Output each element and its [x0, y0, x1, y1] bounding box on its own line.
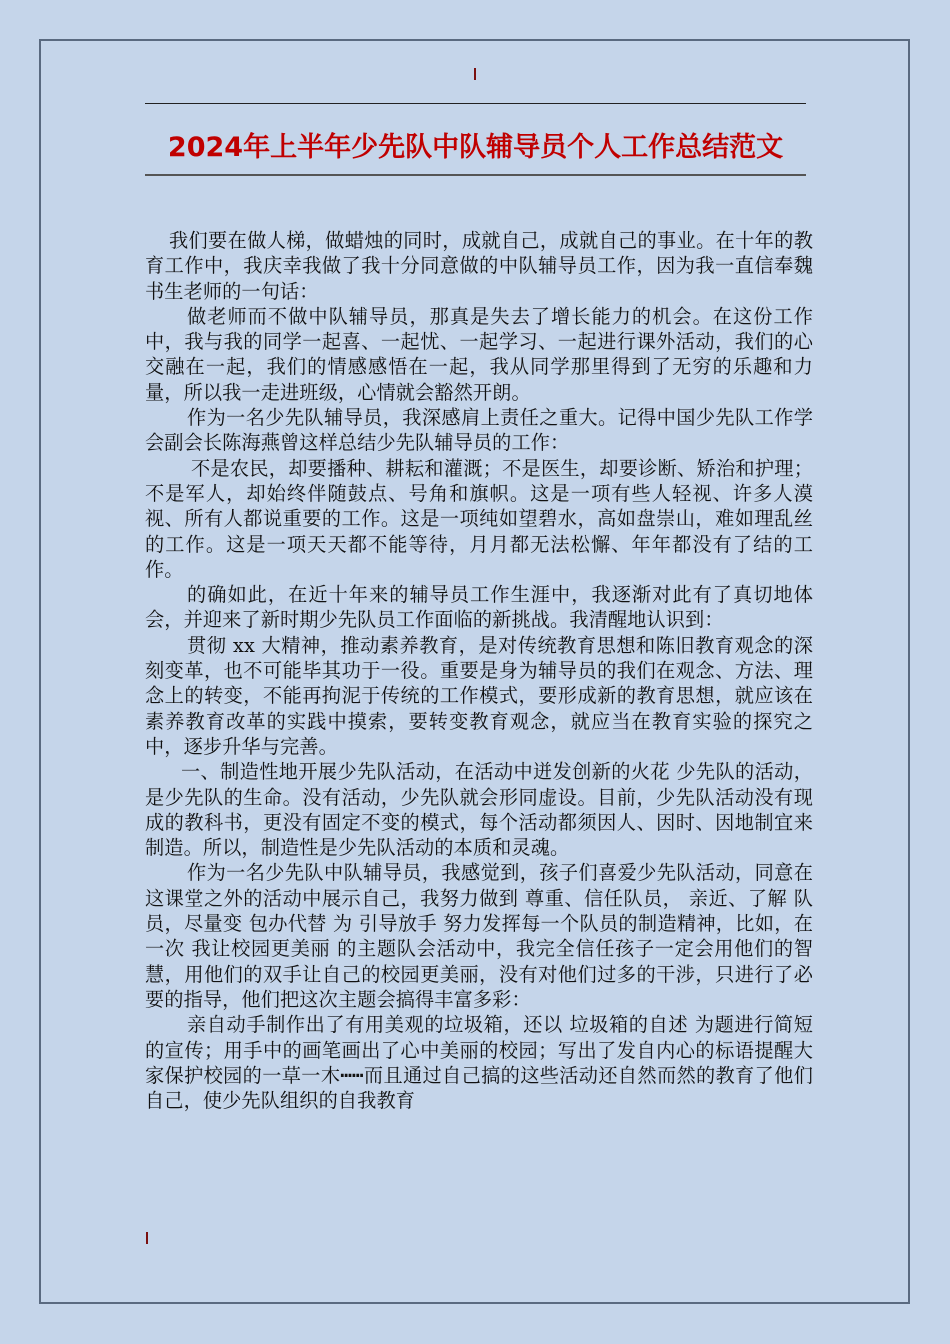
paragraph: 做老师而不做中队辅导员，那真是失去了增长能力的机会。在这份工作中，我与我的同学一起喜、一起忧、一起学习、一起进行课外活动，我们的心交融在一起，我们的情感感悟在一起，我从同学那里得到了无穷的乐趣和力量，所以我一走进班级，心情就会豁然开朗。 [145, 304, 813, 404]
paragraph: 作为一名少先队中队辅导员，我感觉到，孩子们喜爱少先队活动，同意在这课堂之外的活动中展示自己，我努力做到 尊重、信任队员， 亲近、了解 队员，尽量变 包办代替 为 引导放手 努力发挥每一个队员的制造精神，比如，在一次 我让校园更美丽 的主题队会活动中，我完全信任孩子一定会用他们的智慧，用他们的双手让自己的校园更美丽，没有对他们过多的干涉，只进行了必要的指导，他们把这次主题会搞得丰富多彩： [145, 861, 813, 1011]
document-body [145, 228, 813, 1113]
paragraph: 的确如此，在近十年来的辅导员工作生涯中，我逐渐对此有了真切地体会，并迎来了新时期少先队员工作面临的新挑战。我清醒地认识到： [145, 583, 813, 632]
paragraph: 不是农民，却要播种、耕耘和灌溉；不是医生，却要诊断、矫治和护理；不是军人，却始终伴随鼓点、号角和旗帜。这是一项有些人轻视、许多人漠视、所有人都说重要的工作。这是一项纯如望碧水，高如盘崇山，难如理乱丝的工作。这是一项天天都不能等待，月月都无法松懈、年年都没有了结的工作。 [145, 456, 813, 581]
title-rule [145, 174, 806, 176]
paragraph: 一、制造性地开展少先队活动，在活动中迸发创新的火花 少先队的活动，是少先队的生命。没有活动，少先队就会形同虚设。目前，少先队活动没有现成的教科书，更没有固定不变的模式，每个活动都须因人、因时、因地制宜来制造。所以，制造性是少先队活动的本质和灵魂。 [145, 760, 813, 860]
paragraph: 贯彻 xx 大精神，推动素养教育，是对传统教育思想和陈旧教育观念的深刻变革，也不可能毕其功于一役。重要是身为辅导员的我们在观念、方法、理念上的转变，不能再拘泥于传统的工作模式，要形成新的教育思想，就应该在素养教育改革的实践中摸索，要转变教育观念，就应当在教育实验的探究之中，逐步升华与完善。 [145, 633, 813, 758]
paragraph: 我们要在做人梯，做蜡烛的同时，成就自己，成就自己的事业。在十年的教育工作中，我庆幸我做了我十分同意做的中队辅导员工作，因为我一直信奉魏书生老师的一句话： [145, 229, 813, 303]
footer-mark [146, 1232, 148, 1244]
paragraph: 作为一名少先队辅导员，我深感肩上责任之重大。记得中国少先队工作学会副会长陈海燕曾这样总结少先队辅导员的工作： [145, 406, 813, 455]
header-rule [145, 103, 806, 104]
document-title: 2024年上半年少先队中队辅导员个人工作总结范文 [167, 132, 784, 163]
paragraph: 亲自动手制作出了有用美观的垃圾箱，还以 垃圾箱的自述 为题进行简短的宣传；用手中的画笔画出了心中美丽的校园；写出了发自内心的标语提醒大家保护校园的一草一木┅┅而且通过自己搞的这些活动还自然而然的教育了他们自己，使少先队组织的自我教育 [145, 1013, 813, 1113]
header-mark [474, 68, 476, 80]
